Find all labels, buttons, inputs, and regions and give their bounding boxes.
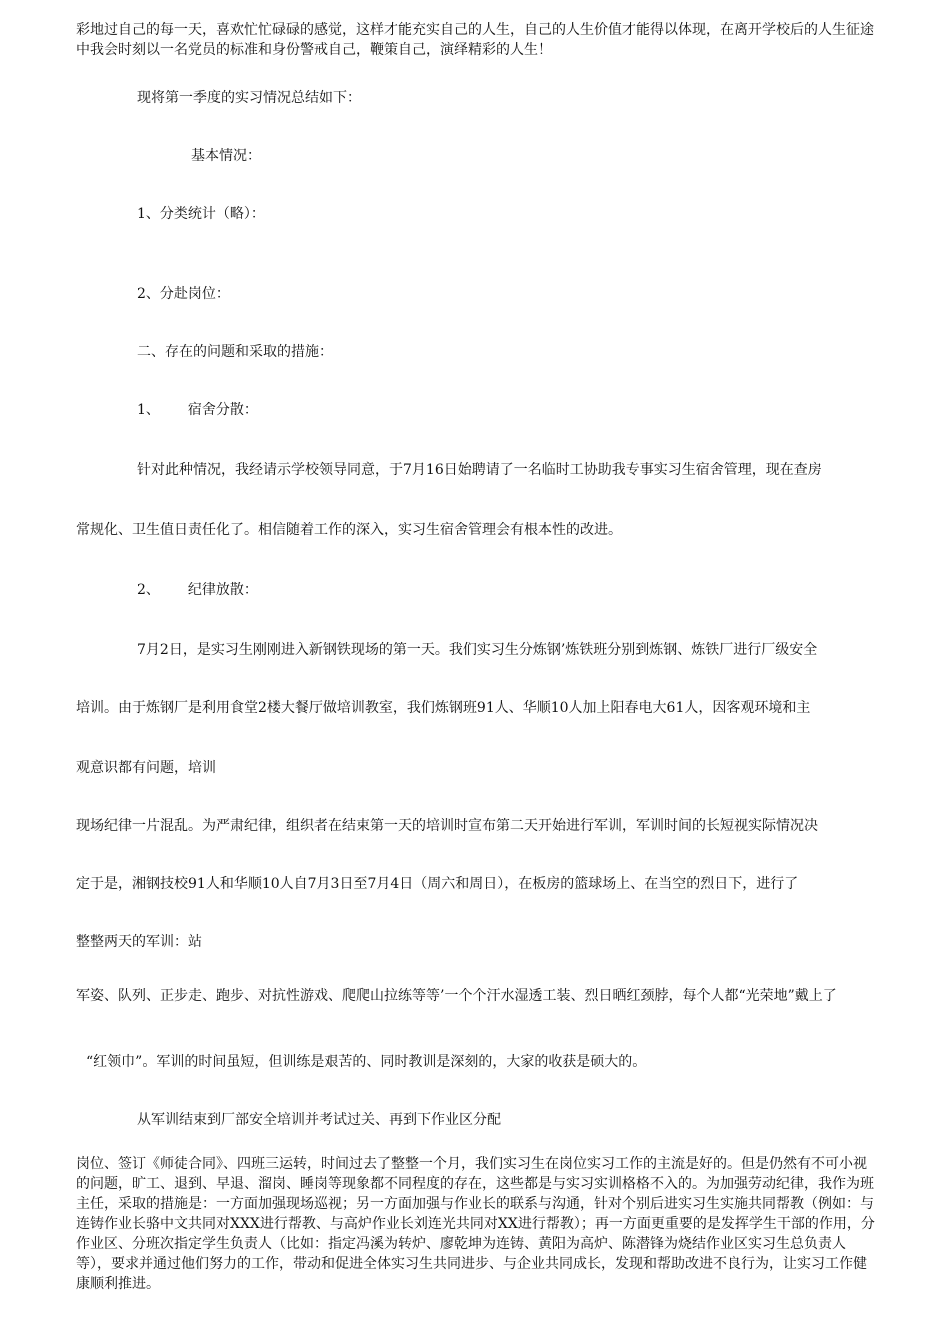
paragraph-summary-intro: 现将第一季度的实习情况总结如下： (137, 90, 361, 106)
item-job-assignment: 2、分赴岗位： (137, 286, 230, 302)
paragraph-after-training: 从军训结束到厂部安全培训并考试过关、再到下作业区分配 (137, 1112, 501, 1128)
paragraph-dorm-line1: 针对此种情况，我经请示学校领导同意，于7月16日始聘请了一名临时工协助我专事实习生宿舍管理，现在查房 (137, 462, 822, 478)
heading-problems-measures: 二、存在的问题和采取的措施： (137, 344, 333, 360)
paragraph-red-scarf: “红领巾”。军训的时间虽短，但训练是艰苦的、同时教训是深刻的，大家的收获是硕大的。 (86, 1054, 647, 1070)
paragraph-training-line4: 现场纪律一片混乱。为严肃纪律，组织者在结束第一天的培训时宣布第二天开始进行军训，军训时间的长短视实际情况决 (76, 818, 818, 834)
item-title: 宿舍分散： (187, 402, 258, 418)
paragraph-military-training: 军姿、队列、正步走、跑步、对抗性游戏、爬爬山拉练等等’一个个汗水湿透工装、烈日晒红颈脖，每个人都“光荣地”戴上了 (76, 988, 837, 1004)
item-number: 2、 (137, 582, 160, 598)
paragraph-conclusion: 彩地过自己的每一天，喜欢忙忙碌碌的感觉，这样才能充实自己的人生，自己的人生价值才能得以体现，在离开学校后的人生征途中我会时刻以一名党员的标准和身份警戒自己，鞭策自己，演绎精彩的人生！ (76, 22, 874, 58)
item-number: 1、 (137, 402, 160, 418)
paragraph-measures-detail: 岗位、签订《师徒合同》、四班三运转，时间过去了整整一个月，我们实习生在岗位实习工作的主流是好的。但是仍然有不可小视的问题，旷工、退到、早退、溜岗、睡岗等现象都不同程度的存在，这些都是与实习实训格格不入的。为加强劳动纪律，我作为班主任，采取的措施是：一方面加强现场巡视；另一方面加强与作业长的联系与沟通，针对个别后进实习生实施共同帮教（例如：与连铸作业长骆中文共同对XXX进行帮教、与高炉作业长刘连光共同对XX进行帮教）；再一方面更重要的是发挥学生干部的作用，分作业区、分班次指定学生负责人（比如：指定冯溪为转炉、廖乾坤为连铸、黄阳为高炉、陈潜锋为烧结作业区实习生总负责人等），要求并通过他们努力的工作，带动和促进全体实习生共同进步、与企业共同成长，发现和帮助改进不良行为，让实习工作健康顺利推进。 (76, 1156, 875, 1292)
paragraph-training-line1: 7月2日，是实习生刚刚进入新钢铁现场的第一天。我们实习生分炼钢’炼铁班分别到炼钢、炼铁厂进行厂级安全 (137, 642, 818, 658)
item-dorm-dispersed (137, 400, 878, 420)
paragraph-dorm-line2: 常规化、卫生值日责任化了。相信随着工作的深入，实习生宿舍管理会有根本性的改进。 (76, 522, 622, 538)
heading-basic-situation: 基本情况： (191, 148, 261, 164)
paragraph-training-line2: 培训。由于炼钢厂是利用食堂2楼大餐厅做培训教室，我们炼钢班91人、华顺10人加上阳春电大61人，因客观环境和主 (76, 700, 811, 716)
item-classification-stats: 1、分类统计（略）： (137, 206, 265, 222)
paragraph-training-line6: 整整两天的军训：站 (76, 934, 202, 950)
item-discipline-loose (137, 580, 878, 600)
paragraph-training-line5: 定于是，湘钢技校91人和华顺10人自7月3日至7月4日（周六和周日），在板房的篮球场上、在当空的烈日下，进行了 (76, 876, 799, 892)
paragraph-training-line3: 观意识都有问题，培训 (76, 760, 216, 776)
item-title: 纪律放散： (187, 582, 258, 598)
